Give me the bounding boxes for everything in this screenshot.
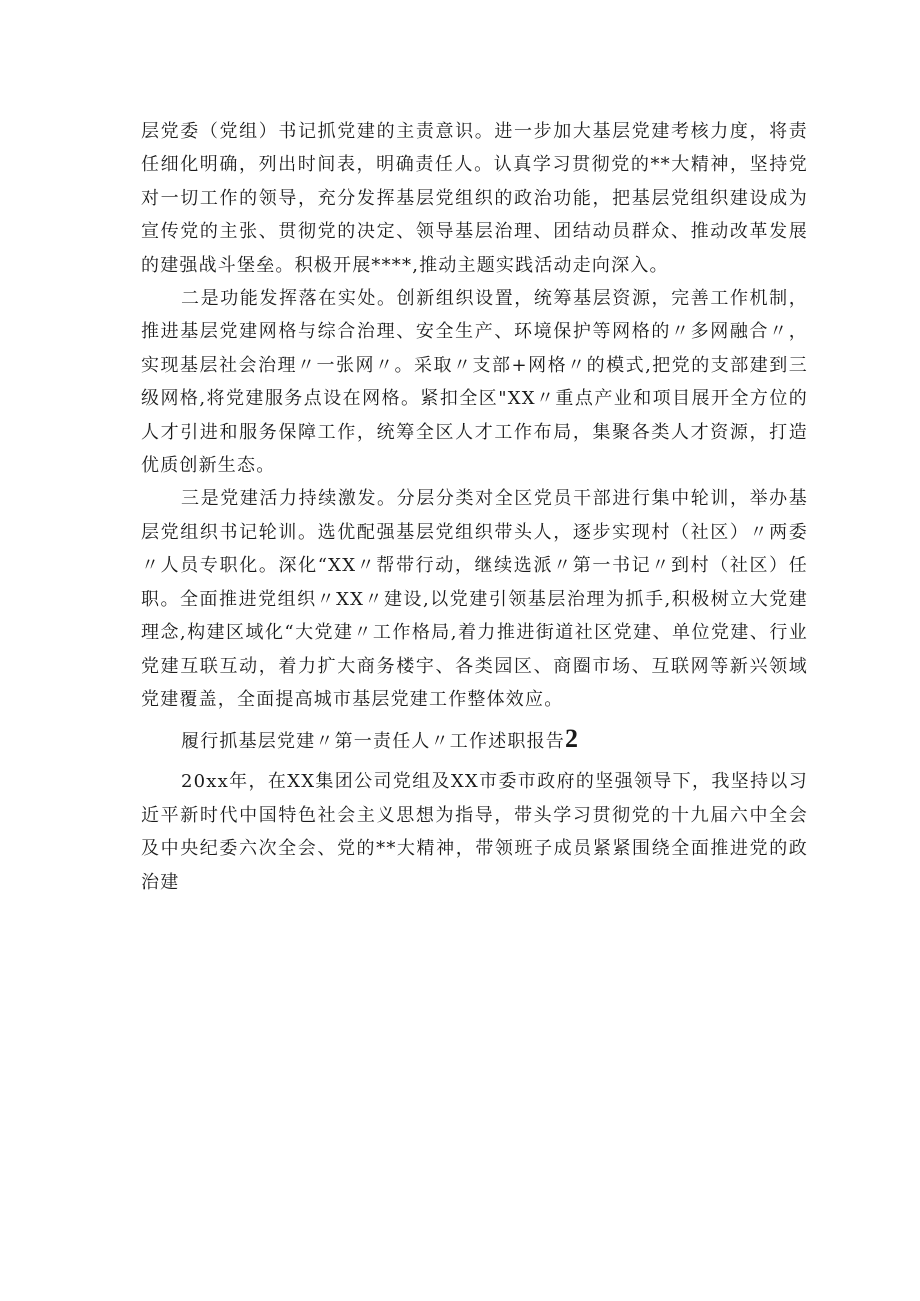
paragraph-3: 三是党建活力持续激发。分层分类对全区党员干部进行集中轮训，举办基层党组织书记轮训。选优配强基层党组织带头人，逐步实现村（社区）〃两委〃人员专职化。深化“XX〃帮带行动，继续选派〃第一书记〃到村（社区）任职。全面推进党组织〃XX〃建设,以党建引领基层治理为抓手,积极树立大党建理念,构建区域化“大党建〃工作格局,着力推进街道社区党建、单位党建、行业党建互联互动，着力扩大商务楼宇、各类园区、商圈市场、互联网等新兴领域党建覆盖，全面提高城市基层党建工作整体效应。 <box>141 488 808 710</box>
report-heading-number: 2 <box>565 724 578 754</box>
paragraph-1: 层党委（党组）书记抓党建的主责意识。进一步加大基层党建考核力度，将责任细化明确，列出时间表，明确责任人。认真学习贯彻党的**大精神，坚持党对一切工作的领导，充分发挥基层党组织的政治功能，把基层党组织建设成为宣传党的主张、贯彻党的决定、领导基层治理、团结动员群众、推动改革发展的建强战斗堡垒。积极开展****,推动主题实践活动走向深入。 <box>141 121 808 276</box>
report-heading <box>141 716 808 765</box>
report-heading-text: 履行抓基层党建〃第一责任人〃工作述职报告 <box>181 731 565 753</box>
paragraph-4: 20xx年，在XX集团公司党组及XX市委市政府的坚强领导下，我坚持以习近平新时代中国特色社会主义思想为指导，带头学习贯彻党的十九届六中全会及中央纪委六次全会、党的**大精神，带领班子成员紧紧围绕全面推进党的政治建 <box>141 771 808 893</box>
paragraph-2: 二是功能发挥落在实处。创新组织设置，统筹基层资源，完善工作机制，推进基层党建网格与综合治理、安全生产、环境保护等网格的〃多网融合〃，实现基层社会治理〃一张网〃。采取〃支部+网格〃的模式,把党的支部建到三级网格,将党建服务点设在网格。紧扣全区"XX〃重点产业和项目展开全方位的人才引进和服务保障工作，统筹全区人才工作布局，集聚各类人才资源，打造优质创新生态。 <box>141 288 808 477</box>
